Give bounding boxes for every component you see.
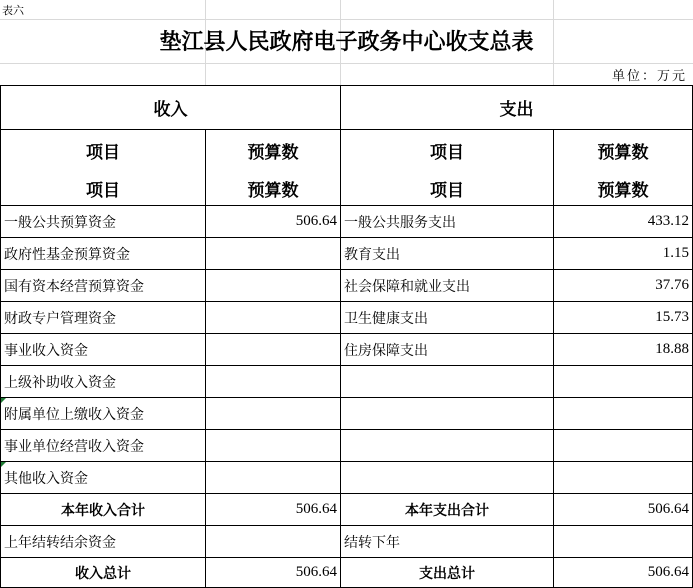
table-row — [1, 86, 693, 130]
income-item-name: 一般公共预算资金 — [1, 206, 206, 238]
table-row — [1, 130, 693, 172]
income-item-value — [206, 430, 341, 462]
year-income-total-label: 本年收入合计 — [1, 494, 206, 526]
income-grand-total-value: 506.64 — [206, 558, 341, 588]
table-row — [1, 270, 693, 302]
expense-item-header: 项目 — [341, 130, 554, 172]
expense-item-name: 社会保障和就业支出 — [341, 270, 554, 302]
income-item-value: 506.64 — [206, 206, 341, 238]
expense-item-value — [554, 366, 693, 398]
income-item-header: 项目 — [1, 130, 206, 172]
table-row — [1, 398, 693, 430]
income-item-name: 事业收入资金 — [1, 334, 206, 366]
budget-table — [0, 85, 693, 588]
table-row — [1, 334, 693, 366]
year-income-total-value: 506.64 — [206, 494, 341, 526]
income-item-value — [206, 366, 341, 398]
income-item-name: 其他收入资金 — [1, 462, 206, 494]
income-item-value — [206, 398, 341, 430]
expense-item-value: 18.88 — [554, 334, 693, 366]
table-row — [1, 172, 693, 206]
expense-grand-total-value: 506.64 — [554, 558, 693, 588]
table-row — [1, 558, 693, 588]
table-row — [1, 366, 693, 398]
expense-item-header-dup: 项目 — [341, 172, 554, 206]
table-row — [1, 302, 693, 334]
expense-item-name — [341, 462, 554, 494]
expense-item-name — [341, 430, 554, 462]
expense-budget-header: 预算数 — [554, 130, 693, 172]
expense-item-value — [554, 398, 693, 430]
income-budget-header-dup: 预算数 — [206, 172, 341, 206]
income-item-value — [206, 302, 341, 334]
expense-item-value: 15.73 — [554, 302, 693, 334]
expense-item-value — [554, 462, 693, 494]
table-row — [1, 462, 693, 494]
income-item-header-dup: 项目 — [1, 172, 206, 206]
income-item-name: 附属单位上缴收入资金 — [1, 398, 206, 430]
income-item-name: 国有资本经营预算资金 — [1, 270, 206, 302]
year-expense-total-value: 506.64 — [554, 494, 693, 526]
table-label: 表六 — [2, 4, 24, 17]
year-expense-total-label: 本年支出合计 — [341, 494, 554, 526]
carryover-income-label: 上年结转结余资金 — [1, 526, 206, 558]
expense-budget-header-dup: 预算数 — [554, 172, 693, 206]
carryover-expense-value — [554, 526, 693, 558]
gridline — [0, 63, 693, 64]
income-item-value — [206, 462, 341, 494]
income-item-value — [206, 270, 341, 302]
expense-item-value: 1.15 — [554, 238, 693, 270]
expense-item-name: 教育支出 — [341, 238, 554, 270]
carryover-expense-label: 结转下年 — [341, 526, 554, 558]
cell-comment-marker — [1, 398, 6, 403]
income-budget-header: 预算数 — [206, 130, 341, 172]
expense-item-value: 433.12 — [554, 206, 693, 238]
page-title: 垫江县人民政府电子政务中心收支总表 — [159, 29, 534, 55]
table-row — [1, 526, 693, 558]
cell-comment-marker — [1, 462, 6, 467]
income-item-value — [206, 238, 341, 270]
gridline — [0, 19, 693, 20]
table-row — [1, 494, 693, 526]
income-item-name: 事业单位经营收入资金 — [1, 430, 206, 462]
table-row — [1, 206, 693, 238]
expense-item-name: 住房保障支出 — [341, 334, 554, 366]
expense-item-name — [341, 398, 554, 430]
unit-label: 单位：万元 — [611, 69, 687, 84]
table-row — [1, 430, 693, 462]
income-item-value — [206, 334, 341, 366]
table-row — [1, 238, 693, 270]
expense-item-value — [554, 430, 693, 462]
expense-header: 支出 — [341, 86, 693, 130]
income-item-name: 政府性基金预算资金 — [1, 238, 206, 270]
carryover-income-value — [206, 526, 341, 558]
income-header: 收入 — [1, 86, 341, 130]
expense-item-name: 一般公共服务支出 — [341, 206, 554, 238]
expense-grand-total-label: 支出总计 — [341, 558, 554, 588]
income-item-name: 财政专户管理资金 — [1, 302, 206, 334]
income-grand-total-label: 收入总计 — [1, 558, 206, 588]
expense-item-name: 卫生健康支出 — [341, 302, 554, 334]
expense-item-value: 37.76 — [554, 270, 693, 302]
income-item-name: 上级补助收入资金 — [1, 366, 206, 398]
expense-item-name — [341, 366, 554, 398]
